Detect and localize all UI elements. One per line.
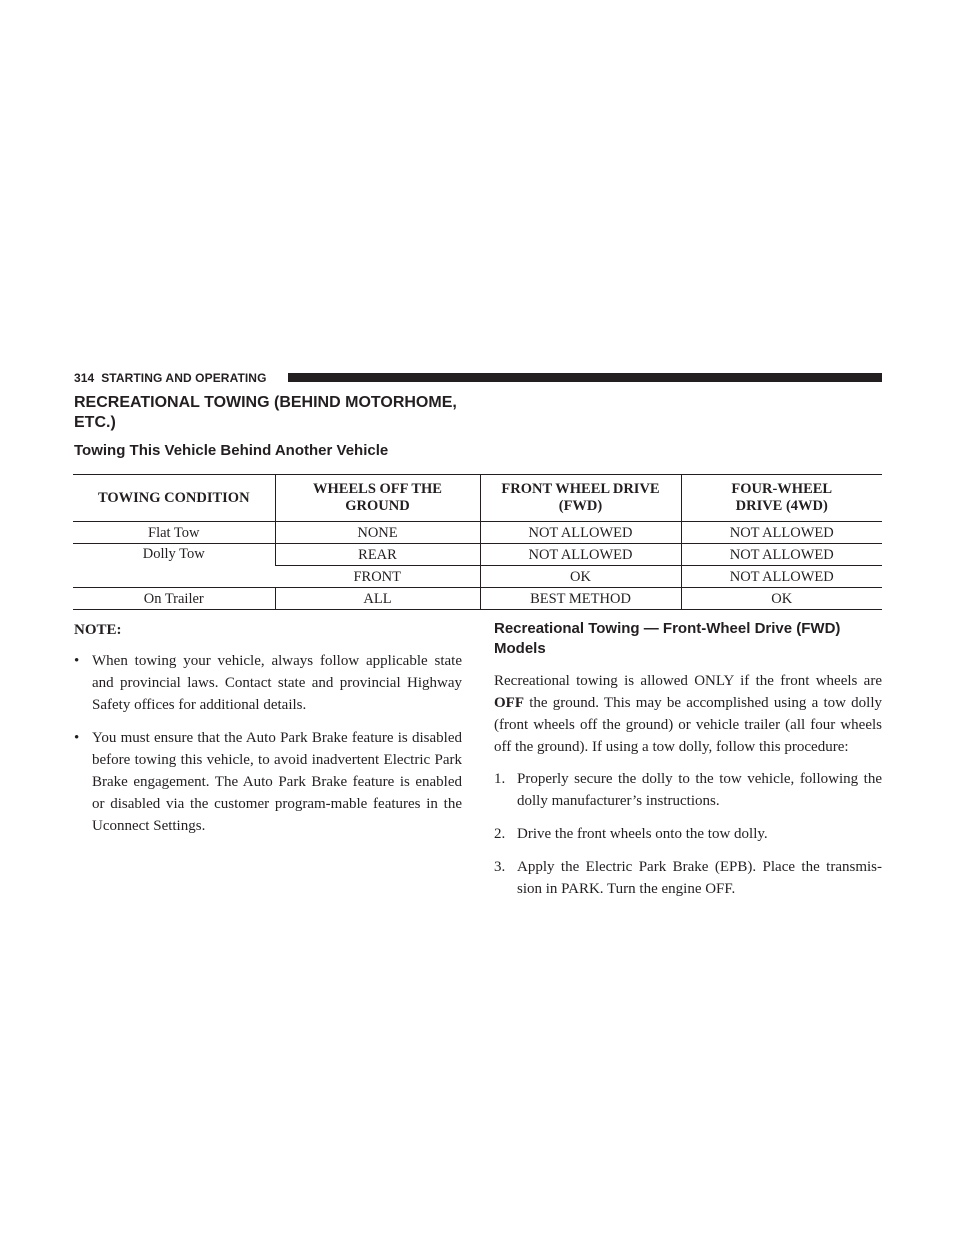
procedure-step [494,856,882,900]
table-cell: NOT ALLOWED [480,544,681,566]
table-cell: REAR [275,544,480,566]
table-cell: FRONT [275,566,480,588]
procedure-step [494,823,882,845]
step-number: 3. [494,859,506,875]
towing-table [73,474,882,610]
fwd-intro: Recreational towing is allowed ONLY if the front wheels are OFF the ground. This may be accomplished using a tow dolly (front wheels off the ground) or vehicle trailer (all four wheels off the ground). If using a tow dolly, follow this procedure: [494,673,883,755]
procedure-step [494,768,882,812]
step-text: Apply the Electric Park Brake (EPB). Place the transmis-sion in PARK. Turn the engine OFF. [517,859,882,897]
table-cell: Dolly Tow [73,544,275,588]
bullet-text: You must ensure that the Auto Park Brake feature is disabled before towing this vehicle, to avoid inadvertent Electric Park Brake engagement. The Auto Park Brake feature is enabled or disabled via the customer program-mable features in the Uconnect Settings. [92,730,462,834]
table-cell: NOT ALLOWED [681,522,882,544]
step-number: 2. [494,826,506,842]
column-header: TOWING CONDITION [73,475,275,522]
column-header: FOUR-WHEEL DRIVE (4WD) [681,475,882,522]
column-header: WHEELS OFF THE GROUND [275,475,480,522]
table-cell: OK [480,566,681,588]
table-cell: NOT ALLOWED [681,544,882,566]
table-cell: On Trailer [73,588,275,610]
page-number: 314 [74,371,95,385]
table-cell: BEST METHOD [480,588,681,610]
note-bullet [74,650,462,716]
table-cell: OK [681,588,882,610]
table-cell: NOT ALLOWED [480,522,681,544]
fwd-column [494,619,882,911]
note-bullet [74,727,462,837]
header-section: STARTING AND OPERATING [101,371,267,385]
table-cell: ALL [275,588,480,610]
table-cell: NOT ALLOWED [681,566,882,588]
table-header-row [73,475,882,522]
column-header: FRONT WHEEL DRIVE (FWD) [480,475,681,522]
table-cell: NONE [275,522,480,544]
step-number: 1. [494,771,506,787]
table-row [73,544,882,566]
running-header [74,370,882,386]
table-row [73,522,882,544]
note-label: NOTE: [74,622,122,638]
table-cell: Flat Tow [73,522,275,544]
fwd-heading: Recreational Towing — Front-Wheel Drive (FWD) Models [494,620,841,657]
note-column [74,619,462,848]
off-emphasis: OFF [494,695,524,711]
step-text: Drive the front wheels onto the tow dolly. [517,826,768,842]
subsection-title: Towing This Vehicle Behind Another Vehicle [74,442,389,459]
table-row [73,588,882,610]
bullet-icon: • [74,653,80,669]
header-text [74,370,267,386]
header-rule [288,373,882,382]
step-text: Properly secure the dolly to the tow vehicle, following the dolly manufacturer’s instructions. [517,771,882,809]
bullet-text: When towing your vehicle, always follow applicable state and provincial laws. Contact state and provincial Highway Safety offices for additional details. [92,653,462,713]
bullet-icon: • [74,730,80,746]
section-title: RECREATIONAL TOWING (BEHIND MOTORHOME, ETC.) [74,394,457,431]
